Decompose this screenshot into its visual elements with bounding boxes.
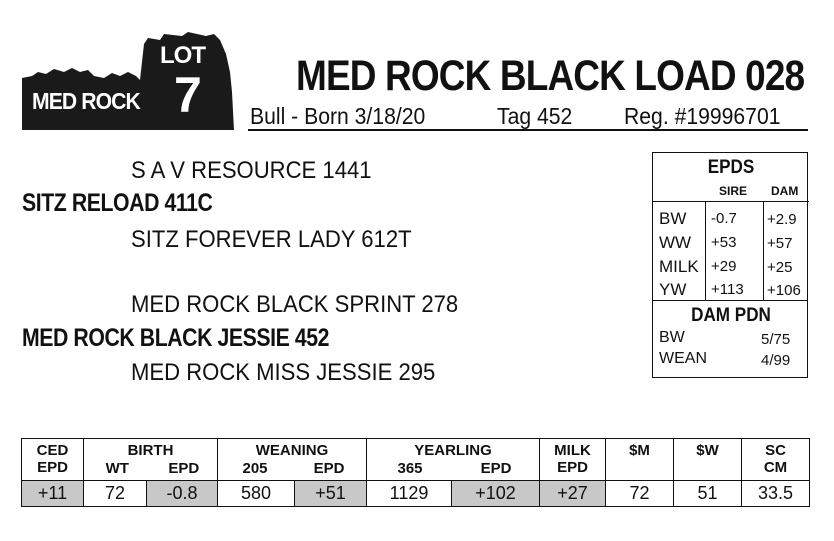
epds-divider bbox=[653, 201, 809, 202]
animal-name-title: MED ROCK BLACK LOAD 028 bbox=[296, 52, 805, 100]
ced-header bbox=[22, 439, 84, 481]
logo-brand-text: MED ROCK bbox=[32, 88, 140, 114]
epds-divider bbox=[763, 201, 764, 301]
yearling-365-value: 1129 bbox=[367, 481, 452, 507]
sc-header-line2: CM bbox=[763, 459, 788, 476]
pedigree-dam-sire: MED ROCK BLACK SPRINT 278 bbox=[131, 291, 459, 318]
epd-row-label: BW bbox=[659, 209, 687, 228]
birth-header bbox=[84, 439, 218, 481]
epds-dam-header: DAM bbox=[771, 184, 799, 198]
epds-title: EPDS bbox=[707, 157, 755, 178]
epd-sire-value: +29 bbox=[711, 258, 737, 275]
yearling-epd-header: EPD bbox=[480, 460, 512, 477]
sw-value: 51 bbox=[674, 481, 742, 507]
pedigree-sire-dam: SITZ FOREVER LADY 612T bbox=[131, 226, 412, 253]
sc-value: 33.5 bbox=[742, 481, 810, 507]
dam-pdn-box bbox=[652, 301, 808, 378]
epd-dam-value: +57 bbox=[767, 235, 793, 252]
epds-divider bbox=[705, 201, 706, 301]
epd-sire-value: +53 bbox=[711, 234, 737, 251]
sc-header bbox=[742, 439, 810, 481]
dam-pdn-title: DAM PDN bbox=[691, 305, 771, 326]
epd-sire-value: -0.7 bbox=[711, 210, 737, 227]
epd-dam-value: +2.9 bbox=[767, 211, 797, 228]
birth-wt-header: WT bbox=[105, 460, 129, 477]
weaning-header bbox=[218, 439, 367, 481]
pedigree-dam-dam: MED ROCK MISS JESSIE 295 bbox=[131, 359, 436, 386]
sc-header-line1: SC bbox=[765, 442, 786, 459]
pdn-row-label: BW bbox=[659, 329, 685, 346]
type-birthdate: Bull - Born 3/18/20 bbox=[250, 103, 426, 129]
ced-header-line1: CED bbox=[36, 442, 69, 459]
performance-values-row bbox=[22, 481, 810, 507]
birth-wt-value: 72 bbox=[84, 481, 147, 507]
sm-header: $M bbox=[606, 439, 674, 481]
performance-table bbox=[21, 438, 810, 507]
epd-sire-value: +113 bbox=[711, 281, 744, 298]
pdn-row-value: 5/75 bbox=[761, 331, 791, 348]
epd-row-label: WW bbox=[659, 233, 692, 252]
pdn-row-label: WEAN bbox=[659, 350, 707, 367]
lot-label: LOT bbox=[160, 42, 205, 69]
animal-info-line bbox=[248, 100, 808, 131]
yearling-epd-value: +102 bbox=[452, 481, 540, 507]
tag-number: Tag 452 bbox=[497, 103, 573, 129]
yearling-group-title: YEARLING bbox=[414, 442, 492, 459]
ced-header-line2: EPD bbox=[37, 459, 68, 476]
milk-epd-value: +27 bbox=[540, 481, 606, 507]
lot-number: 7 bbox=[174, 67, 202, 123]
epd-row-label: YW bbox=[659, 280, 687, 299]
pedigree-sire: SITZ RELOAD 411C bbox=[22, 189, 213, 217]
epd-row-label: MILK bbox=[659, 257, 699, 276]
birth-group-title: BIRTH bbox=[127, 442, 174, 459]
epd-dam-value: +25 bbox=[767, 259, 793, 276]
yearling-365-header: 365 bbox=[397, 460, 423, 477]
weaning-epd-header: EPD bbox=[313, 460, 345, 477]
pedigree-dam: MED ROCK BLACK JESSIE 452 bbox=[22, 324, 330, 352]
milk-header-line2: EPD bbox=[557, 459, 588, 476]
sm-value: 72 bbox=[606, 481, 674, 507]
epds-box bbox=[652, 152, 808, 301]
weaning-group-title: WEANING bbox=[255, 442, 329, 459]
performance-header-row bbox=[22, 439, 810, 481]
ranch-logo bbox=[22, 32, 234, 130]
milk-header-line1: MILK bbox=[554, 442, 591, 459]
pdn-row-value: 4/99 bbox=[761, 352, 791, 369]
birth-epd-value: -0.8 bbox=[147, 481, 218, 507]
epd-dam-value: +106 bbox=[767, 282, 801, 299]
registration-number: Reg. #19996701 bbox=[624, 103, 781, 129]
sw-header: $W bbox=[674, 439, 742, 481]
birth-epd-header: EPD bbox=[168, 460, 200, 477]
ced-value: +11 bbox=[22, 481, 84, 507]
pedigree-sire-sire: S A V RESOURCE 1441 bbox=[131, 157, 372, 184]
milk-header bbox=[540, 439, 606, 481]
weaning-205-value: 580 bbox=[218, 481, 295, 507]
weaning-epd-value: +51 bbox=[295, 481, 367, 507]
epds-sire-header: SIRE bbox=[719, 184, 748, 198]
weaning-205-header: 205 bbox=[242, 460, 268, 477]
yearling-header bbox=[367, 439, 540, 481]
